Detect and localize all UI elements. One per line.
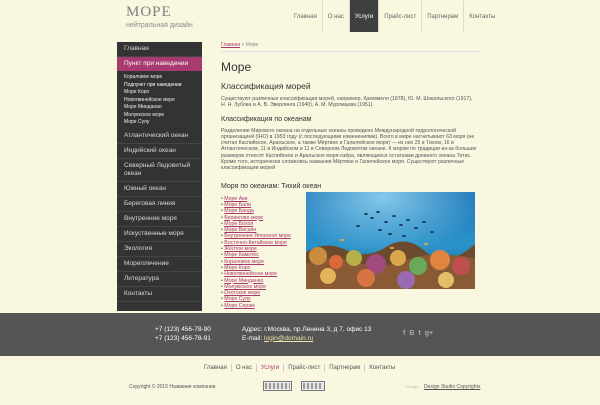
bottomnav-home[interactable]: Главная <box>200 364 232 372</box>
sea-link[interactable]: Жёлтое море <box>224 246 257 253</box>
email-link[interactable]: login@domain.ru <box>264 334 314 342</box>
bottomnav-partners[interactable]: Партнерам <box>325 364 365 372</box>
submenu-item[interactable]: Кораловое море <box>124 74 163 80</box>
facebook-icon[interactable]: f <box>403 330 406 337</box>
sea-list-item: • Новогвинейское море <box>221 271 278 278</box>
twitter-icon[interactable]: t <box>418 330 421 337</box>
sea-link[interactable]: Море Коро <box>224 264 251 271</box>
breadcrumb-home[interactable]: Главная <box>221 42 241 48</box>
bottomnav-pricelist[interactable]: Прайс-лист <box>284 364 325 372</box>
submenu-item[interactable]: Молуккское море <box>124 111 165 118</box>
sidebar-item-home[interactable]: Главная <box>117 42 202 57</box>
copyright: Copyright © 2015 Название компании <box>129 384 216 390</box>
topnav-about[interactable]: О нас <box>323 0 350 32</box>
footer <box>0 313 600 356</box>
coral-reef-image <box>306 192 475 289</box>
submenu-item-hover[interactable]: Подпункт при наведении <box>124 81 182 88</box>
sea-link[interactable]: Море Сулу <box>224 296 251 303</box>
sea-link[interactable]: Внутреннее Японское море <box>224 233 291 240</box>
submenu-item[interactable]: Море Минданао <box>124 104 162 110</box>
sidebar-item-arctic[interactable]: Северный Ледовитый океан <box>117 159 202 182</box>
sea-list-item: • Кораловое море <box>221 258 265 265</box>
topnav-pricelist[interactable]: Прайс-лист <box>379 0 422 32</box>
sea-list-item: • Море Бохол <box>221 220 254 227</box>
breadcrumb-separator: > <box>241 42 246 48</box>
seas-list <box>221 196 301 309</box>
oceans-paragraph: Разделение Мирового океана на отдельные океаны проведено Международной гидрологической организацией (IHO) в 1953 году (с последующими изменениями). Всего в мире насчитывают 63 моря (не считая Каспийское, Аральское, а также Мёртвое и Галилейское моря) — из них 25 в Тихом, 16 в Атлантическом, 11 в Индийском и 11 в Северном Ледовитом океане. К морям по традиции из-за больших размеров относят Каспийское и Аральское моря-озёра, являющиеся остатками древнего океана Тетис. Кроме того, исторически сложились названия Мёртвое и Галилейское моря. Существуют различные классификации морей <box>221 127 477 172</box>
sidebar-submenu <box>117 71 202 129</box>
google-plus-icon[interactable]: g+ <box>424 330 434 337</box>
site-logo[interactable] <box>126 5 193 29</box>
breadcrumb-current: Море <box>245 42 259 48</box>
address-text: Адрес: г.Москва, пр.Ленина 3, д 7, офис 13 <box>242 326 372 333</box>
sea-link[interactable]: Беринговo море <box>224 214 264 221</box>
sea-link[interactable]: Море Серам <box>224 302 255 309</box>
sidebar-item-southern[interactable]: Южный океан <box>117 182 202 197</box>
email-line <box>242 335 371 344</box>
sea-link[interactable]: Кораловое море <box>224 258 265 265</box>
sea-link[interactable]: Море Бали <box>224 201 251 208</box>
bottomnav-about[interactable]: О нас <box>232 364 257 372</box>
phone-1: +7 (123) 456-78-90 <box>155 326 211 333</box>
top-navigation <box>289 0 500 32</box>
counter-badge[interactable] <box>301 381 325 391</box>
logo-title: МОРЕ <box>126 4 172 20</box>
sea-list-item: • Внутреннее Японское море <box>221 233 291 240</box>
divider <box>221 51 479 52</box>
sidebar-item-inland-seas[interactable]: Внутренние моря <box>117 212 202 227</box>
sea-link[interactable]: Море Аки <box>224 195 248 202</box>
sidebar-menu <box>117 42 202 311</box>
sea-link[interactable]: Море Минданао <box>224 277 264 284</box>
sea-list-item: • Беринговo море <box>221 214 264 221</box>
counter-badge[interactable] <box>263 381 292 391</box>
email-label: E-mail: <box>242 334 263 342</box>
topnav-home[interactable]: Главная <box>289 0 323 32</box>
sidebar-item-indian[interactable]: Индийский океан <box>117 144 202 159</box>
sea-link[interactable]: Охотское море <box>224 290 261 297</box>
credits-small: Design <box>406 384 419 389</box>
sea-link[interactable]: Молуккское море <box>224 283 266 290</box>
topnav-contacts[interactable]: Контакты <box>469 14 496 20</box>
sea-link[interactable]: Море Банда <box>224 208 254 215</box>
topnav-services[interactable]: Услуги <box>350 0 379 32</box>
sidebar-item-artificial-seas[interactable]: Искуственные моря <box>117 227 202 242</box>
phone-2: +7 (123) 456-78-91 <box>155 334 211 342</box>
bottom-navigation <box>200 364 399 372</box>
sea-list-item: • Молуккское море <box>221 283 266 290</box>
submenu-item[interactable]: Новогвинейское море <box>124 96 175 103</box>
sea-list-item: • Море Камотес <box>221 252 259 259</box>
submenu-item[interactable]: Море Сулу <box>124 119 150 125</box>
sea-list-item: • Жёлтое море <box>221 246 257 253</box>
vk-icon[interactable]: B <box>409 330 415 337</box>
sidebar-item-ecology[interactable]: Экология <box>117 242 202 257</box>
sea-list-item: • Восточно-Китайское море <box>221 239 287 246</box>
sea-list-item: • Море Висаян <box>221 227 257 234</box>
sidebar-item-navigation[interactable]: Мореплечение <box>117 257 202 272</box>
logo-subtitle: нейтральная дизайн <box>126 22 193 29</box>
sea-list-item: • Море Бали <box>221 201 251 208</box>
sea-list-item: • Море Банда <box>221 208 254 215</box>
sidebar-item-contacts[interactable]: Контакты <box>117 287 202 302</box>
submenu-item[interactable]: Море Коро <box>124 89 150 95</box>
bottomnav-services[interactable]: Услуги <box>257 364 284 372</box>
subheading-oceans: Классификация по океанам <box>221 115 312 123</box>
intro-paragraph: Существуют различные классификации морей, например, Крюммеля (1878), Ю. М. Шокальского (1917), Н. Н. Зубова и А. В. Эверлинга (1940), А. М. Муромцева (1951). <box>221 96 473 109</box>
sea-link[interactable]: Море Висаян <box>224 227 257 234</box>
sidebar-item-atlantic[interactable]: Атлантический океан <box>117 129 202 144</box>
footer-address <box>242 326 371 343</box>
sea-list-item: • Море Аки <box>221 195 248 202</box>
sidebar-item-coastline[interactable]: Береговая линия <box>117 197 202 212</box>
bottomnav-contacts[interactable]: Контакты <box>369 365 396 371</box>
sea-link[interactable]: Восточно-Китайское море <box>224 239 287 246</box>
social-links <box>403 330 433 337</box>
breadcrumb <box>221 42 479 48</box>
topnav-partners[interactable]: Партнерам <box>422 0 464 32</box>
sea-link[interactable]: Новогвинейское море <box>224 271 278 278</box>
sidebar-item-active[interactable]: Пункт при наведении <box>117 57 202 71</box>
sea-list-item: • Море Коро <box>221 264 251 271</box>
studio-credit-link[interactable]: Design Studio Copyrights <box>424 384 481 390</box>
sea-list-item: • Охотское море <box>221 290 261 297</box>
section-heading: Классификация морей <box>221 81 311 91</box>
sea-list-item: • Море Серам <box>221 302 255 309</box>
footer-phones <box>155 326 211 343</box>
sea-link[interactable]: Море Бохол <box>224 220 254 227</box>
sea-link[interactable]: Море Камотес <box>224 252 259 259</box>
subheading-pacific: Моря по океанам: Тихий океан <box>221 182 322 190</box>
page-title: Море <box>221 60 252 74</box>
sidebar-item-literature[interactable]: Литература <box>117 272 202 287</box>
sea-list-item: • Море Сулу <box>221 296 251 303</box>
sea-list-item: • Море Минданао <box>221 277 264 284</box>
